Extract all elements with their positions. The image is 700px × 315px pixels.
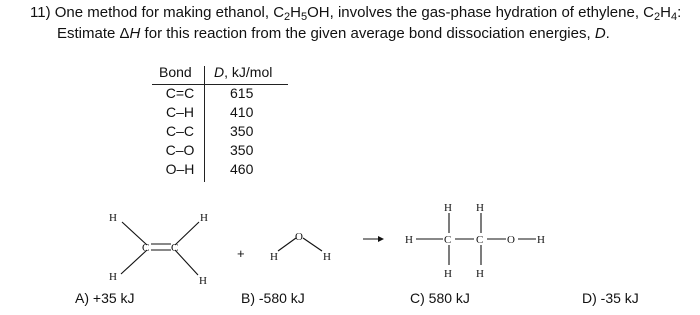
atom-label: O (295, 231, 303, 243)
question-text: . (605, 25, 610, 42)
plus-sign: + (237, 246, 245, 261)
table-header-unit: , kJ/mol (224, 64, 273, 80)
question-text: H (290, 4, 302, 21)
question-text: D (594, 25, 606, 42)
answer-choice-a[interactable]: A) +35 kJ (75, 290, 135, 306)
atom-label: H (109, 212, 117, 224)
question-text: Estimate Δ (57, 25, 130, 42)
bond-cell: C–H (165, 104, 194, 120)
atom-label: H (405, 234, 413, 246)
subscript: 4 (670, 11, 678, 23)
energy-cell: 460 (230, 161, 254, 177)
subscript: 2 (654, 11, 661, 23)
answer-choice-d[interactable]: D) -35 kJ (582, 290, 639, 306)
question-text: : (677, 4, 682, 21)
answer-choice-c[interactable]: C) 580 kJ (410, 290, 470, 306)
atom-label: H (537, 234, 545, 246)
question-text: OH, involves the gas-phase hydration of ethylene, C (307, 4, 655, 21)
atom-label: O (507, 234, 515, 246)
bond-cell: C–C (165, 123, 194, 139)
atom-label: C (171, 242, 179, 254)
table-header-d: D (214, 64, 225, 80)
bond-cell: C=C (165, 85, 195, 101)
question-text: One method for making ethanol, C (54, 4, 285, 21)
atom-label: H (444, 202, 452, 214)
question-text: H (660, 4, 671, 21)
energy-cell: 615 (230, 85, 254, 101)
bond-cell: C–O (165, 142, 195, 158)
question-text: H (129, 25, 141, 42)
ethylene-structure (121, 222, 199, 275)
reaction-arrow (363, 236, 384, 242)
energy-cell: 350 (230, 142, 254, 158)
atom-label: H (476, 202, 484, 214)
atom-label: H (270, 251, 278, 263)
atom-label: H (200, 212, 208, 224)
table-header-bond: Bond (159, 64, 192, 80)
answer-choice-b[interactable]: B) -580 kJ (241, 290, 305, 306)
energy-cell: 410 (230, 104, 254, 120)
bond-cell: O–H (165, 161, 195, 177)
subscript: 5 (301, 11, 308, 23)
question-number: 11) (30, 4, 51, 21)
subscript: 2 (284, 11, 291, 23)
atom-label: C (142, 242, 150, 254)
atom-label: C (444, 234, 452, 246)
atom-label: H (199, 275, 207, 287)
atom-label: H (444, 268, 452, 280)
atom-label: H (323, 251, 331, 263)
question-text: for this reaction from the given average bond dissociation energies, (140, 25, 595, 42)
atom-label: H (476, 268, 484, 280)
atom-label: H (109, 271, 117, 283)
energy-cell: 350 (230, 123, 254, 139)
atom-label: C (476, 234, 484, 246)
